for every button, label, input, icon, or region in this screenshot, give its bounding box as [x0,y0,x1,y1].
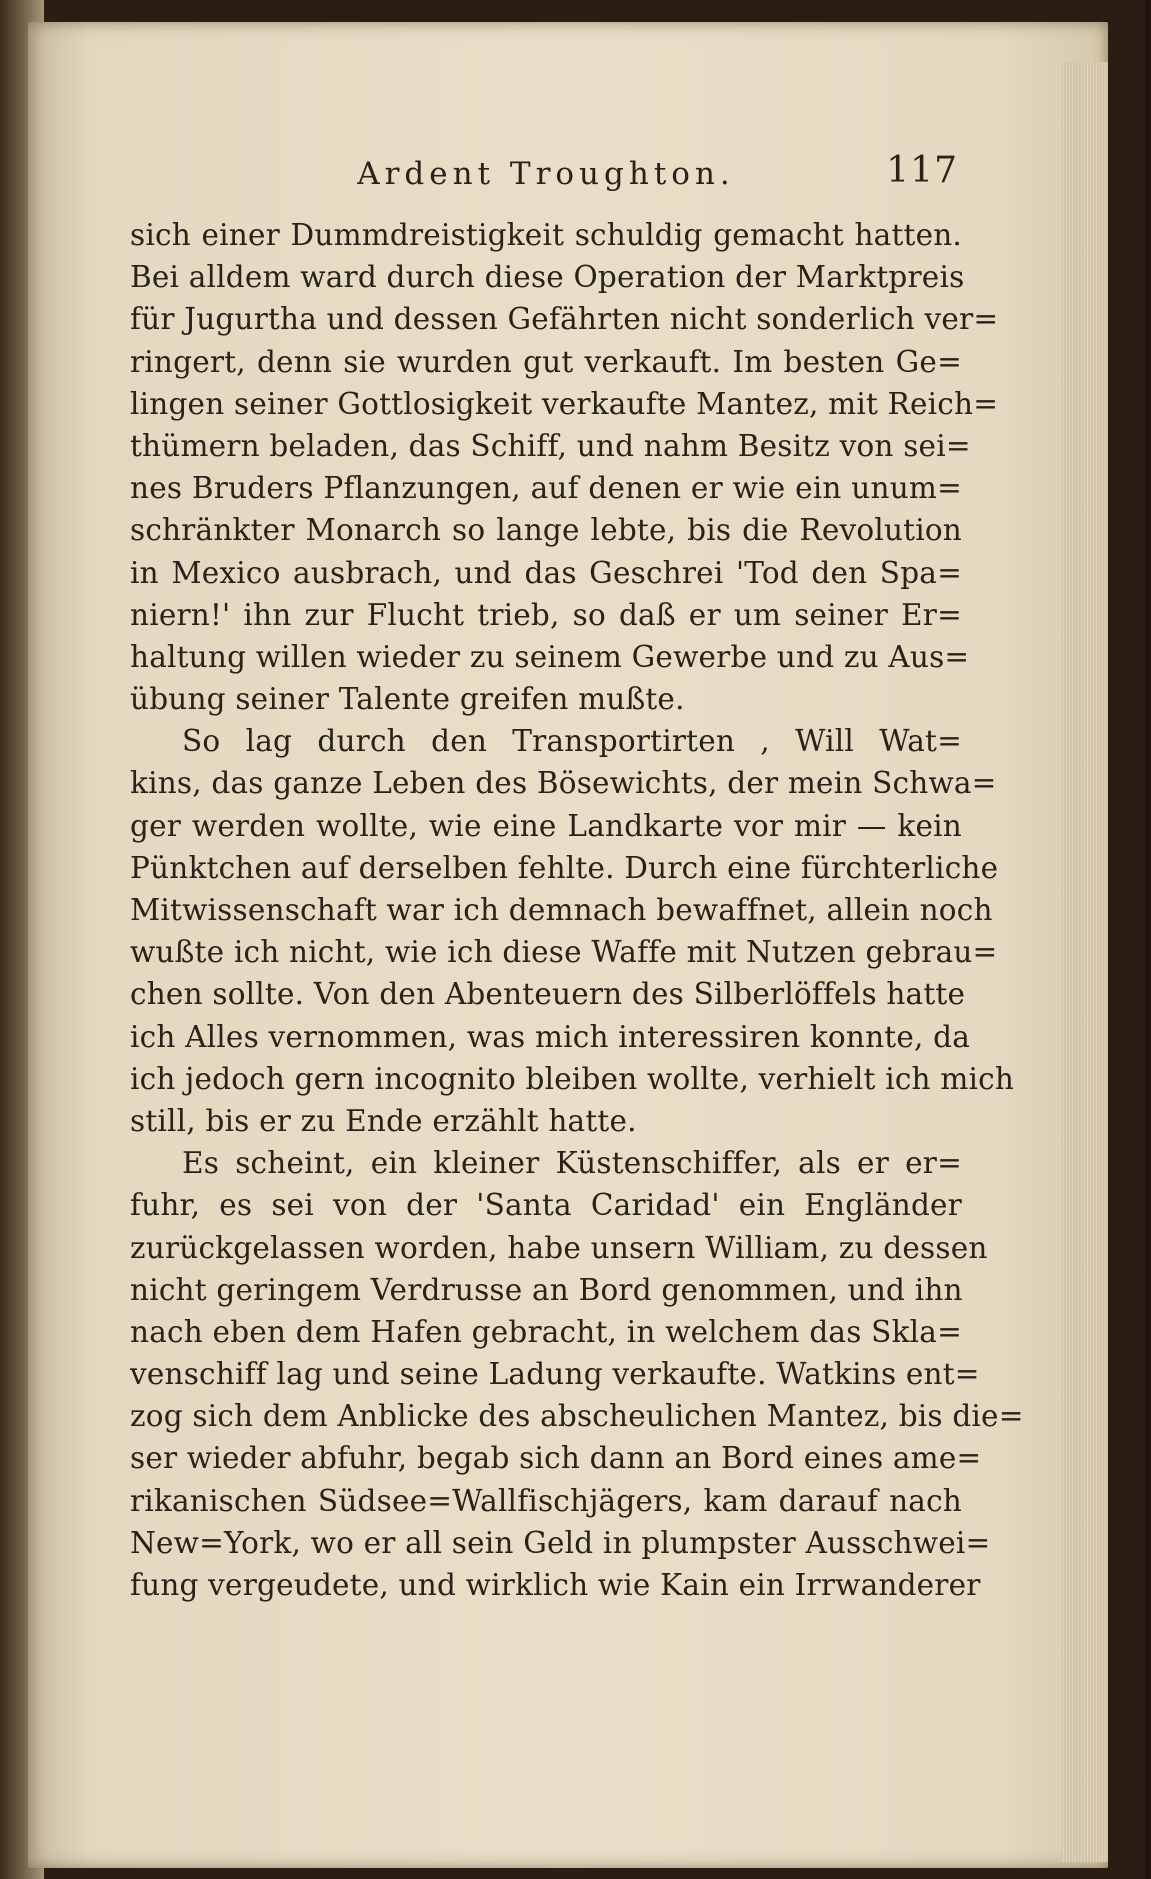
text-line: Bei alldem ward durch diese Operation der Marktpreis [130,260,965,295]
text-line: in Mexico ausbrach, und das Geschrei 'Tod den Spa= [130,555,962,590]
running-head [130,150,962,204]
text-line: Pünktchen auf derselben fehlte. Durch eine fürchterliche [130,850,999,885]
page-edges [1062,62,1108,1862]
text-line: lingen seiner Gottlosigkeit verkaufte Mantez, mit Reich= [130,386,999,421]
body-text [130,214,1024,1606]
running-title: Ardent Troughton. [357,156,735,192]
text-line: still, bis er zu Ende erzählt hatte. [130,1103,637,1138]
text-line: thümern beladen, das Schiff, und nahm Besitz von sei= [130,428,971,463]
text-line: Mitwissenschaft war ich demnach bewaffnet, allein noch [130,893,993,927]
text-line: ger werden wollte, wie eine Landkarte vor mir — kein [130,808,962,843]
text-line: venschiff lag und seine Ladung verkaufte. Watkins ent= [130,1357,980,1392]
text-line: wußte ich nicht, wie ich diese Waffe mit Nutzen gebrau= [130,935,998,970]
text-line: zog sich dem Anblicke des abscheulichen Mantez, bis die= [130,1399,1024,1434]
text-line: für Jugurtha und dessen Gefährten nicht sonderlich ver= [130,302,999,337]
text-line: ringert, denn sie wurden gut verkauft. Im besten Ge= [130,344,962,379]
text-line: nach eben dem Hafen gebracht, in welchem das Skla= [130,1314,962,1349]
text-line: ich Alles vernommen, was mich interessiren konnte, da [130,1019,971,1054]
text-line: nicht geringem Verdrusse an Bord genommen, und ihn [130,1272,963,1307]
text-line: sich einer Dummdreistigkeit schuldig gemacht hatten. [130,218,962,252]
text-line: fuhr, es sei von der 'Santa Caridad' ein Engländer [130,1188,962,1223]
text-line: New=York, wo er all sein Geld in plumpster Ausschwei= [130,1525,991,1560]
text-line: zurückgelassen worden, habe unsern William, zu dessen [130,1230,988,1265]
book-edge [1145,0,1151,1879]
text-line: chen sollte. Von den Abenteuern des Silberlöffels hatte [130,977,966,1012]
page-text-block [130,150,1024,1606]
text-line: niern!' ihn zur Flucht trieb, so daß er um seiner Er= [130,597,962,632]
page-number: 117 [886,150,958,191]
text-line: schränkter Monarch so lange lebte, bis die Revolution [130,513,962,548]
text-line: Es scheint, ein kleiner Küstenschiffer, als er er= [182,1146,962,1181]
text-line: haltung willen wieder zu seinem Gewerbe und zu Aus= [130,639,970,674]
text-line: So lag durch den Transportirten , Will Wat= [182,724,962,759]
text-line: kins, das ganze Leben des Bösewichts, der mein Schwa= [130,766,997,801]
text-line: fung vergeudete, und wirklich wie Kain ein Irrwanderer [130,1568,981,1602]
text-line: rikanischen Südsee=Wallfischjägers, kam darauf nach [130,1483,962,1518]
text-line: ser wieder abfuhr, begab sich dann an Bord eines ame= [130,1441,982,1476]
text-line: ich jedoch gern incognito bleiben wollte, verhielt ich mich [130,1061,1015,1096]
text-line: nes Bruders Pflanzungen, auf denen er wie ein unum= [130,471,962,506]
text-line: übung seiner Talente greifen mußte. [130,682,685,717]
